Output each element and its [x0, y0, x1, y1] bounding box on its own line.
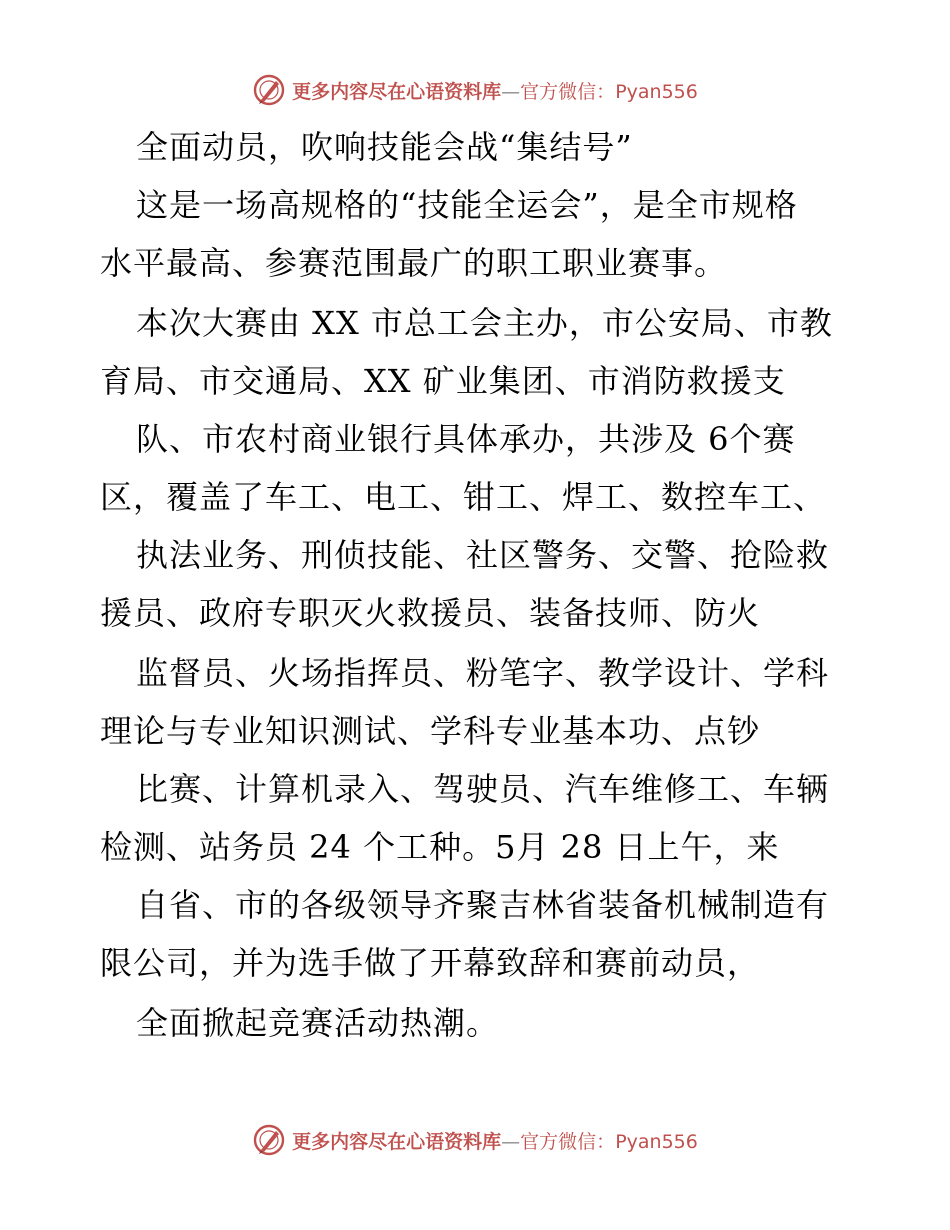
paragraph-line: 这是一场高规格的“技能全运会”，是全市规格	[136, 186, 798, 224]
pen-logo-icon	[252, 73, 286, 107]
paragraph-line: 区，覆盖了车工、电工、钳工、焊工、数控车工、	[100, 478, 827, 516]
header-watermark	[0, 70, 950, 110]
paragraph-line: 水平最高、参赛范围最广的职工职业赛事。	[100, 244, 728, 282]
watermark-text: 更多内容尽在心语资料库—官方微信：Pyan556	[292, 80, 698, 103]
watermark-text: 更多内容尽在心语资料库—官方微信：Pyan556	[292, 1130, 698, 1153]
paragraph-line: 监督员、火场指挥员、粉笔字、教学设计、学科	[136, 654, 830, 692]
pen-logo-icon	[252, 1123, 286, 1157]
paragraph-line: 全面动员，吹响技能会战“集结号”	[136, 128, 633, 166]
paragraph-line: 比赛、计算机录入、驾驶员、汽车维修工、车辆	[136, 770, 830, 808]
paragraph-line: 全面掀起竞赛活动热潮。	[136, 1004, 500, 1042]
paragraph-line: 队、市农村商业银行具体承办，共涉及 6个赛	[136, 420, 796, 458]
paragraph-line: 本次大赛由 XX 市总工会主办，市公安局、市教	[136, 304, 833, 342]
paragraph-line: 执法业务、刑侦技能、社区警务、交警、抢险救	[136, 536, 830, 574]
footer-watermark	[0, 1120, 950, 1160]
paragraph-line: 援员、政府专职灭火救援员、装备技师、防火	[100, 594, 761, 632]
paragraph-line: 育局、市交通局、XX 矿业集团、市消防救援支	[100, 362, 786, 400]
paragraph-line: 自省、市的各级领导齐聚吉林省装备机械制造有	[136, 886, 830, 924]
paragraph-line: 检测、站务员 24 个工种。5月 28 日上午，来	[100, 828, 780, 866]
paragraph-line: 限公司，并为选手做了开幕致辞和赛前动员，	[100, 944, 761, 982]
paragraph-line: 理论与专业知识测试、学科专业基本功、点钞	[100, 712, 761, 750]
